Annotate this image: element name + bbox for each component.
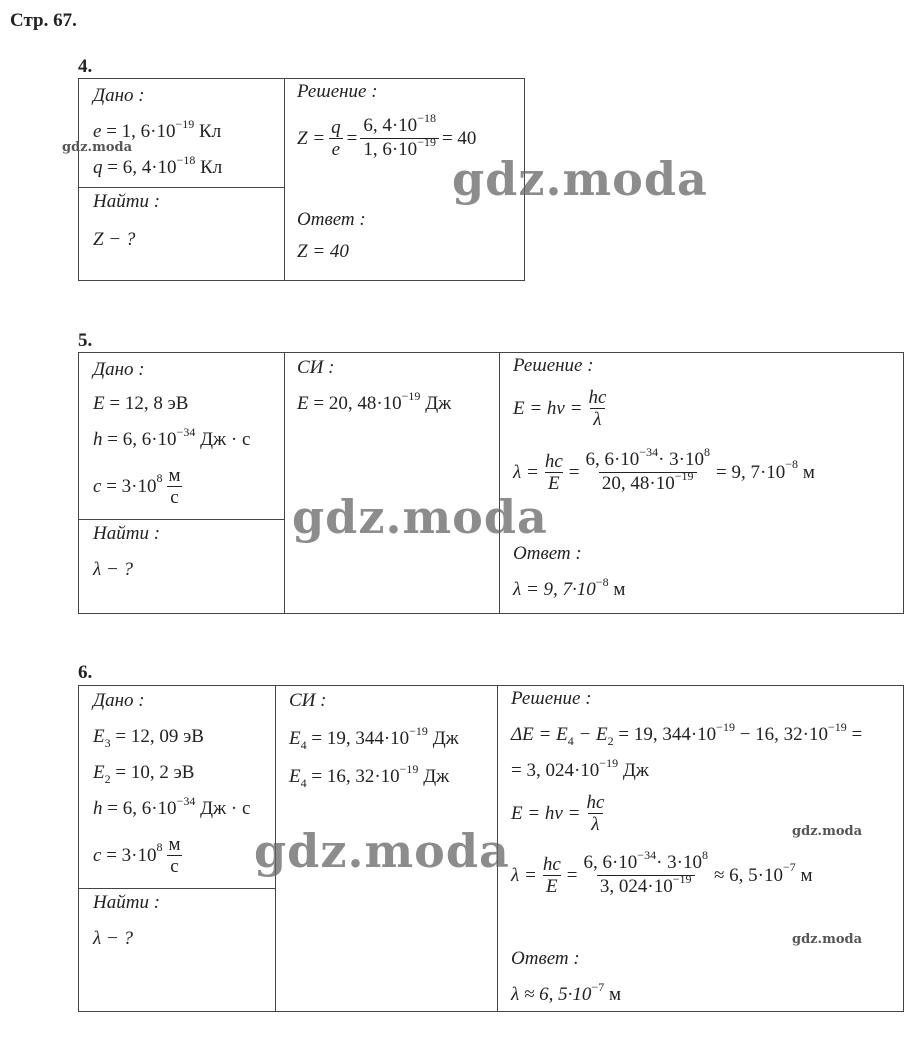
problem-number: 6. <box>78 662 93 683</box>
watermark-large: gdz.moda <box>292 490 548 544</box>
find-title: Найти : <box>93 523 161 544</box>
answer-title: Ответ : <box>297 209 366 230</box>
si-title: СИ : <box>289 690 327 711</box>
solution-line-2: = 3, $024\cdot 10^{-19}$ Дж <box>511 756 649 781</box>
solution-line-3: E = hν = $\frac{hc}{\lambda}$ <box>511 792 605 835</box>
problem-number: 5. <box>78 330 93 351</box>
problem-5-table <box>78 352 904 614</box>
si-title: СИ : <box>297 357 335 378</box>
given-c: c = 3·10 $^8$ $\frac{м}{с}$ <box>93 834 181 877</box>
watermark-small: gdz.moda <box>792 824 863 839</box>
watermark-small: gdz.moda <box>62 140 133 155</box>
problem-number: 4. <box>78 56 93 77</box>
answer-title: Ответ : <box>511 948 580 969</box>
given-e: e = 1, $6\cdot 10^{-19}$ Кл <box>93 117 222 142</box>
watermark-large: gdz.moda <box>452 152 708 206</box>
find-value: λ − ? <box>93 559 134 580</box>
given-E2: $E_2 = 10$, 2 эВ <box>93 762 195 786</box>
solution-line-1: $\Delta E = E_4 - E_2 = 19$, $344\cdot 10^{-19} - 16$, $32\cdot 10^{-19}$ = <box>511 720 863 748</box>
solution-line-4: λ = $\frac{hc}{E}$ = $\frac{6, 6\cdot 10^{-34}\cdot 3\cdot 10^8}{3, 024\cdot 10^{-19}}$ ≈ 6, 5·10 $^{-7}$ м <box>511 848 813 897</box>
solution-line-1: E = hν = $\frac{hc}{\lambda}$ <box>513 387 607 430</box>
given-c: c = 3·10 $^8$ $\frac{м}{с}$ <box>93 465 181 508</box>
find-title: Найти : <box>93 892 161 913</box>
given-h: h = 6, $6\cdot 10^{-34}$ Дж · с <box>93 794 251 819</box>
solution-title: Решение : <box>297 81 378 102</box>
page-header: Стр. 67. <box>10 10 77 31</box>
find-value: Z − ? <box>93 229 136 250</box>
watermark-large: gdz.moda <box>254 824 510 878</box>
solution-line-2: λ = $\frac{hc}{E}$ = $\frac{6, 6\cdot 10^{-34}\cdot 3\cdot 10^8}{20, 48\cdot 10^{-19}}$ = 9, 7·10 $^{-8}$ м <box>513 445 815 494</box>
si-E: E = 20, $48\cdot 10^{-19}$ Дж <box>297 389 452 414</box>
answer-title: Ответ : <box>513 543 582 564</box>
watermark-small: gdz.moda <box>792 932 863 947</box>
solution-title: Решение : <box>513 355 594 376</box>
given-title: Дано : <box>93 85 145 106</box>
given-q: q = 6, $4\cdot 10^{-18}$ Кл <box>93 153 223 178</box>
given-title: Дано : <box>93 690 145 711</box>
si-E4-a: $E_4 = 19$, $344\cdot 10^{-19}$ Дж <box>289 724 459 752</box>
solution-title: Решение : <box>511 688 592 709</box>
given-h: h = 6, $6\cdot 10^{-34}$ Дж · с <box>93 425 251 450</box>
answer-value: λ = 9, $7\cdot 10^{-8}$ м <box>513 575 626 600</box>
given-E3: $E_3 = 12$, 09 эВ <box>93 726 204 750</box>
given-E: E = 12, 8 эВ <box>93 393 189 414</box>
solution-formula: Z = $\frac{q}{e}$ = $\frac{6, 4\cdot 10^{-18}}{1, 6\cdot 10^{-19}}$ = 40 <box>297 111 477 160</box>
find-title: Найти : <box>93 191 161 212</box>
answer-value: λ ≈ 6, $5\cdot 10^{-7}$ м <box>511 980 621 1005</box>
answer-value: Z = 40 <box>297 241 349 262</box>
given-title: Дано : <box>93 359 145 380</box>
si-E4-b: $E_4 = 16$, $32\cdot 10^{-19}$ Дж <box>289 762 450 790</box>
find-value: λ − ? <box>93 928 134 949</box>
